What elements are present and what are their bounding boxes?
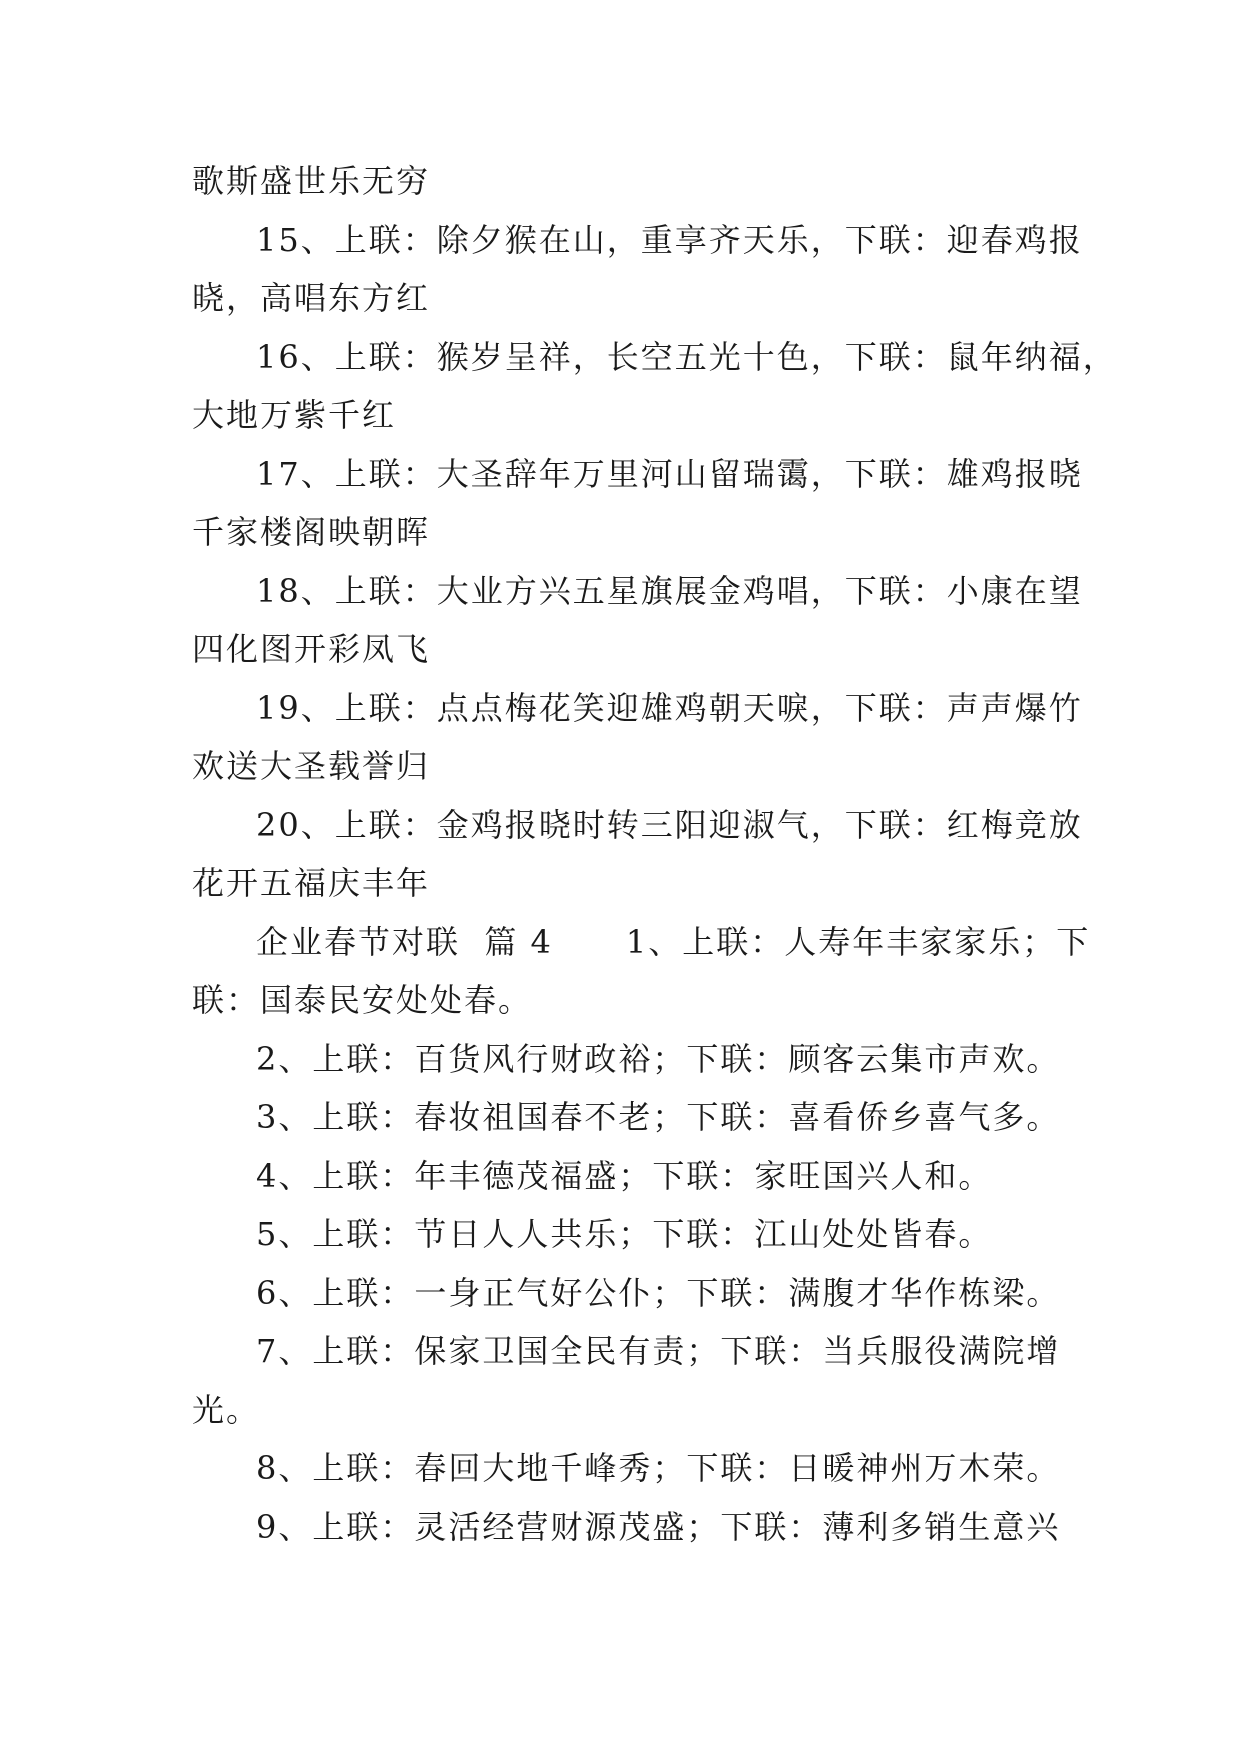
text-line: 联：国泰民安处处春。: [192, 981, 533, 1019]
paragraph-17: [192, 445, 1083, 562]
section-heading-line: 企业春节对联 篇 4 1、上联：人寿年丰家家乐；下: [256, 922, 1091, 961]
text-line: 17、上联：大圣辞年万里河山留瑞霭，下联：雄鸡报晓: [256, 454, 1083, 493]
paragraph-15: [192, 211, 1083, 328]
text-line: 千家楼阁映朝晖: [192, 513, 431, 551]
text-line: 2、上联：百货风行财政裕；下联：顾客云集市声欢。: [256, 1039, 1061, 1078]
text-line: 9、上联：灵活经营财源茂盛；下联：薄利多销生意兴: [256, 1507, 1061, 1546]
text-line: 6、上联：一身正气好公仆；下联：满腹才华作栋梁。: [256, 1273, 1061, 1312]
paragraph-4: [192, 1147, 1053, 1206]
text-line: 16、上联：猴岁呈祥，长空五光十色，下联：鼠年纳福，: [256, 337, 1117, 376]
text-line: 大地万紫千红: [192, 396, 397, 434]
paragraph-7: [192, 1322, 1061, 1439]
text-line: 19、上联：点点梅花笑迎雄鸡朝天唳，下联：声声爆竹: [256, 688, 1083, 727]
text-line: 四化图开彩凤飞: [192, 630, 431, 668]
paragraph-2: [192, 1030, 1061, 1089]
paragraph-6: [192, 1264, 1061, 1323]
paragraph-18: [192, 562, 1083, 679]
text-line: 花开五福庆丰年: [192, 864, 431, 902]
text-line: 20、上联：金鸡报晓时转三阳迎淑气，下联：红梅竞放: [256, 805, 1083, 844]
text-line: 歌斯盛世乐无穷: [192, 162, 431, 200]
text-line: 15、上联：除夕猴在山，重享齐天乐，下联：迎春鸡报: [256, 220, 1083, 259]
paragraph-16: [192, 328, 1117, 445]
text-line: 5、上联：节日人人共乐；下联：江山处处皆春。: [256, 1215, 993, 1253]
paragraph-20: [192, 796, 1083, 913]
text-line: 3、上联：春妆祖国春不老；下联：喜看侨乡喜气多。: [256, 1098, 1061, 1136]
text-line: 光。: [192, 1390, 261, 1429]
paragraph-8: [192, 1439, 1061, 1498]
document-page: [192, 152, 1117, 1556]
paragraph-5: [192, 1205, 1053, 1264]
paragraph-3: [192, 1088, 1061, 1147]
text-line: 18、上联：大业方兴五星旗展金鸡唱，下联：小康在望: [256, 571, 1083, 610]
text-line: 晓，高唱东方红: [192, 279, 431, 317]
text-line: 7、上联：保家卫国全民有责；下联：当兵服役满院增: [256, 1332, 1061, 1370]
text-line: 8、上联：春回大地千峰秀；下联：日暖神州万木荣。: [256, 1449, 1061, 1487]
text-line: 欢送大圣载誉归: [192, 747, 431, 785]
paragraph-19: [192, 679, 1083, 796]
text-line: 4、上联：年丰德茂福盛；下联：家旺国兴人和。: [256, 1156, 993, 1195]
paragraph-section-4: [192, 913, 1091, 1030]
paragraph-9: [192, 1498, 1061, 1557]
paragraph-0: [192, 152, 1053, 211]
